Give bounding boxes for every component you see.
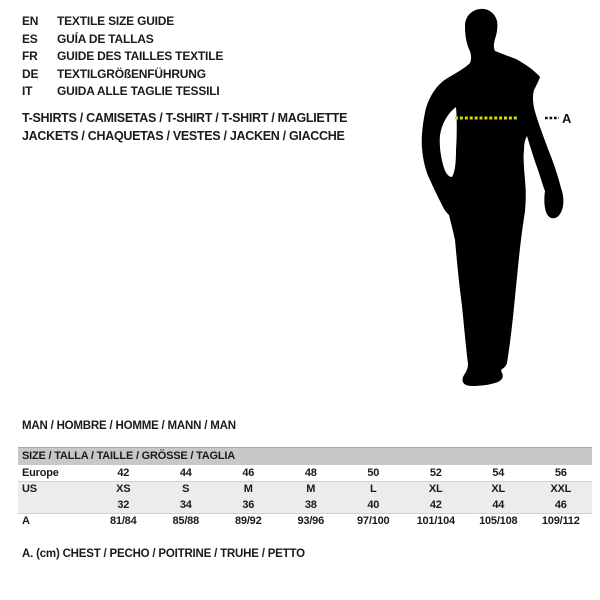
table-cell: 36 xyxy=(242,499,255,511)
table-cell: 46 xyxy=(242,467,255,479)
language-code: ES xyxy=(22,31,38,46)
table-cell: 46 xyxy=(554,499,567,511)
language-code: FR xyxy=(22,49,38,64)
size-table-header: SIZE / TALLA / TAILLE / GRÖSSE / TAGLIA xyxy=(18,447,592,465)
table-cell: XL xyxy=(428,483,443,495)
table-cell: XL xyxy=(491,483,506,495)
table-cell: 54 xyxy=(492,467,505,479)
table-cell: XXL xyxy=(550,483,572,495)
table-cell: 52 xyxy=(429,467,442,479)
man-silhouette-figure xyxy=(410,0,600,400)
measure-label-a: A xyxy=(562,111,572,126)
language-code: EN xyxy=(22,14,39,28)
table-cell: 38 xyxy=(304,499,317,511)
language-row-fr xyxy=(22,48,223,66)
language-row-en xyxy=(22,13,223,31)
table-cell: 85/88 xyxy=(172,515,200,527)
table-cell: 109/112 xyxy=(541,515,580,527)
table-cell: 89/92 xyxy=(234,515,262,527)
table-cell: 34 xyxy=(179,499,192,511)
row-label: A xyxy=(22,515,30,527)
table-cell: 32 xyxy=(117,499,130,511)
row-label: US xyxy=(22,483,37,495)
language-code: IT xyxy=(22,84,33,99)
category-line-jackets: JACKETS / CHAQUETAS / VESTES / JACKEN / GIACCHE xyxy=(22,129,345,143)
row-label xyxy=(18,497,92,513)
language-label: GUÍA DE TALLAS xyxy=(57,31,154,46)
table-cell: 101/104 xyxy=(416,515,455,527)
language-row-it xyxy=(22,83,223,101)
language-label: GUIDA ALLE TAGLIE TESSILI xyxy=(57,84,220,99)
table-cell: 50 xyxy=(367,467,380,479)
language-label: TEXTILE SIZE GUIDE xyxy=(57,14,175,28)
language-list xyxy=(22,13,223,101)
table-row-europe xyxy=(18,465,592,481)
table-row-chest-a xyxy=(18,513,592,529)
language-row-es xyxy=(22,31,223,49)
table-cell: 81/84 xyxy=(109,515,137,527)
category-line-tshirts: T-SHIRTS / CAMISETAS / T-SHIRT / T-SHIRT / MAGLIETTE xyxy=(22,111,348,125)
table-cell: 56 xyxy=(554,467,567,479)
table-cell: 93/96 xyxy=(297,515,325,527)
table-cell: L xyxy=(369,483,377,495)
table-cell: 105/108 xyxy=(479,515,518,527)
table-cell: M xyxy=(243,483,253,495)
size-table xyxy=(18,447,592,529)
language-code: DE xyxy=(22,66,39,81)
man-silhouette xyxy=(422,9,564,386)
table-cell: 40 xyxy=(367,499,380,511)
language-row-de xyxy=(22,66,223,84)
language-label: TEXTILGRÖßENFÜHRUNG xyxy=(57,66,206,81)
table-cell: 44 xyxy=(492,499,505,511)
table-row-us xyxy=(18,481,592,497)
table-cell: 42 xyxy=(429,499,442,511)
measurement-footnote: A. (cm) CHEST / PECHO / POITRINE / TRUHE / PETTO xyxy=(22,548,305,560)
table-cell: 44 xyxy=(179,467,192,479)
table-row-uk xyxy=(18,497,592,513)
table-cell: M xyxy=(306,483,316,495)
table-cell: 42 xyxy=(117,467,130,479)
table-cell: 97/100 xyxy=(357,515,390,527)
table-cell: S xyxy=(182,483,190,495)
table-cell: 48 xyxy=(304,467,317,479)
category-titles xyxy=(22,109,347,145)
language-label: GUIDE DES TAILLES TEXTILE xyxy=(57,49,224,64)
table-cell: XS xyxy=(116,483,131,495)
row-label: Europe xyxy=(22,467,59,479)
section-title-man: MAN / HOMBRE / HOMME / MANN / MAN xyxy=(22,420,236,432)
